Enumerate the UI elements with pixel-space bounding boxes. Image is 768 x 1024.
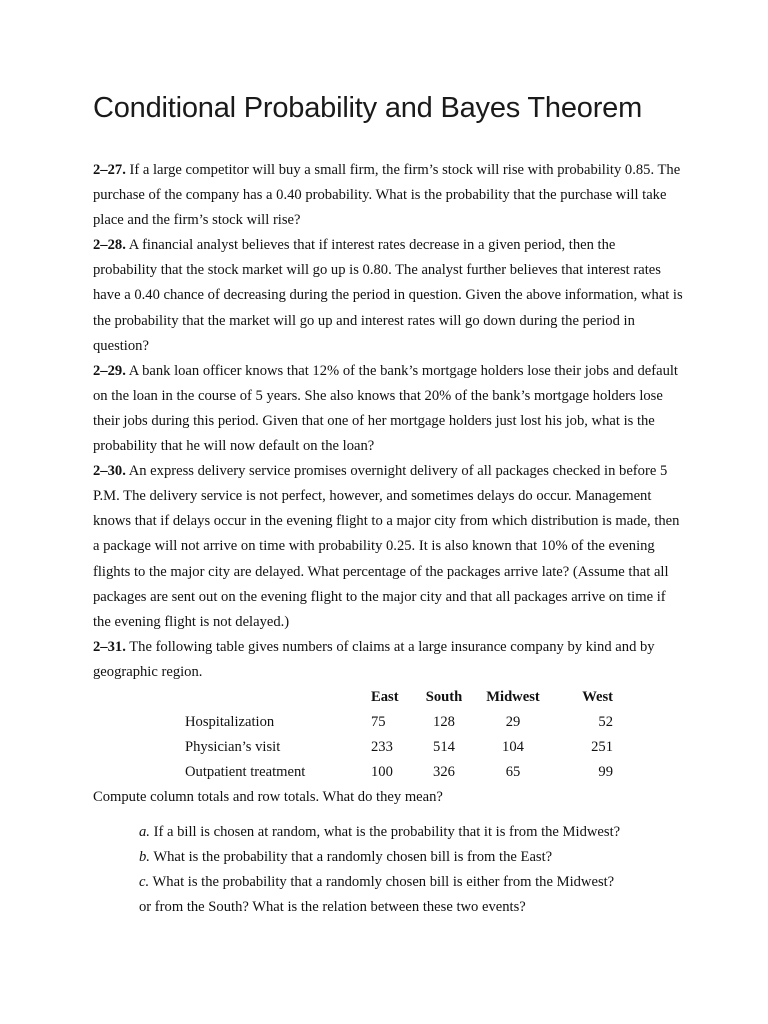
table-header-blank — [185, 685, 371, 710]
problem-text: A financial analyst believes that if interest rates decrease in a given period, then the probability that the stock market will go up is 0.80. The analyst further believes that interest rates have a 0.40 chance of decreasing during the period in question. Given the above information, what is the probability that the market will go up and interest rates will go down during the period in question? — [93, 237, 683, 354]
sub-question-list — [139, 820, 683, 920]
sub-question-letter: a. — [139, 824, 150, 841]
table-cell: 75 — [371, 713, 386, 730]
table-header-south: South — [425, 688, 463, 705]
table-cell: 100 — [371, 763, 393, 780]
document-body — [93, 158, 683, 920]
sub-question-letter: b. — [139, 849, 150, 866]
table-cell: 104 — [502, 738, 524, 755]
sub-question-b — [139, 845, 683, 870]
sub-question-text: If a bill is chosen at random, what is the probability that it is from the Midwest? — [153, 824, 621, 841]
table-cell: 514 — [433, 738, 455, 755]
problem-number: 2–27. — [93, 162, 126, 178]
table-row-label: Physician’s visit — [185, 738, 281, 755]
problem-2-28 — [93, 233, 683, 358]
problem-2-27 — [93, 158, 683, 233]
problem-text: The following table gives numbers of claims at a large insurance company by kind and by geographic region. — [93, 638, 655, 680]
table-cell: 128 — [433, 713, 455, 730]
page-title: Conditional Probability and Bayes Theorem — [93, 92, 643, 124]
problem-text: An express delivery service promises overnight delivery of all packages checked in before 5 P.M. The delivery service is not perfect, however, and sometimes delays do occur. Management knows that if delays occur in the evening flight to a major city from which distribution is made, then a package will not arrive on time with probability 0.25. It is also known that 10% of the evening flights to the major city are delayed. What percentage of the packages arrive late? (Assume that all packages are sent out on the evening flight to the major city and that all packages arrive on time if the evening flight is not delayed.) — [93, 463, 680, 630]
sub-question-letter: c. — [139, 874, 150, 891]
problem-number: 2–28. — [93, 237, 126, 254]
table-cell: 52 — [598, 713, 613, 730]
sub-question-text: or from the South? What is the relation between these two events? — [139, 899, 526, 916]
problem-text: A bank loan officer knows that 12% of the bank’s mortgage holders lose their jobs and default on the loan in the course of 5 years. She also knows that 20% of the bank’s mortgage holders lose their jobs during this period. Given that one of her mortgage holders just lost his job, what is the probability that he will now default on the loan? — [93, 362, 678, 455]
problem-number: 2–31. — [93, 638, 126, 655]
table-header-west: West — [582, 688, 613, 705]
claims-table — [185, 685, 613, 785]
problem-2-30 — [93, 459, 683, 635]
table-row-label: Outpatient treatment — [185, 763, 306, 780]
sub-question-text: What is the probability that a randomly chosen bill is from the East? — [153, 849, 553, 866]
sub-question-c — [139, 870, 683, 895]
sub-question-text: What is the probability that a randomly chosen bill is either from the Midwest? — [152, 874, 615, 891]
problem-text: If a large competitor will buy a small firm, the firm’s stock will rise with probability 0.85. The purchase of the company has a 0.40 probability. What is the probability that the purchase will take place and the firm’s stock will rise? — [93, 162, 681, 229]
table-row — [185, 735, 613, 760]
table-cell: 251 — [591, 738, 613, 755]
table-row — [185, 760, 613, 785]
table-header-east: East — [371, 688, 399, 705]
problem-number: 2–29. — [93, 362, 126, 379]
table-cell: 65 — [505, 763, 521, 780]
table-cell: 233 — [371, 738, 393, 755]
table-cell: 99 — [598, 763, 613, 780]
sub-question-a — [139, 820, 683, 845]
problem-2-31 — [93, 635, 683, 685]
table-header-midwest: Midwest — [486, 688, 540, 705]
problem-2-29 — [93, 359, 683, 459]
table-cell: 29 — [505, 713, 521, 730]
table-header-row — [185, 685, 613, 710]
table-followup-text: Compute column totals and row totals. What do they mean? — [93, 788, 443, 805]
problem-number: 2–30. — [93, 463, 126, 480]
sub-question-c-continued — [139, 895, 683, 920]
table-row-label: Hospitalization — [185, 713, 275, 730]
table-cell: 326 — [433, 763, 455, 780]
table-row — [185, 710, 613, 735]
